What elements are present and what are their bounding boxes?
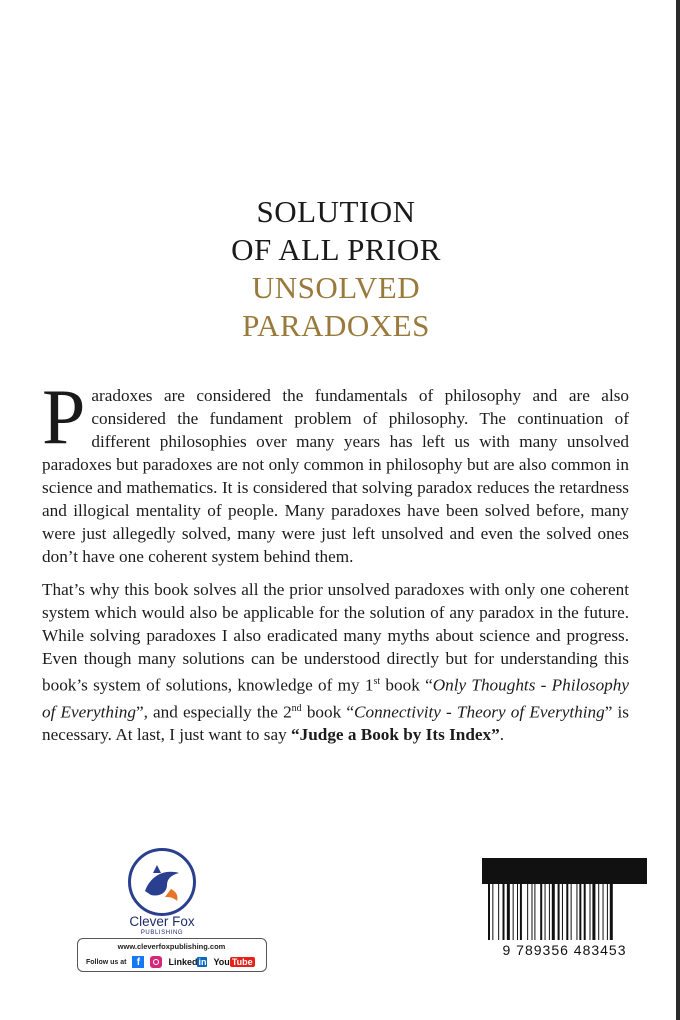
spine-edge <box>676 0 680 1020</box>
social-box <box>77 938 267 972</box>
linkedin-text-b: in <box>198 957 207 967</box>
linkedin-icon[interactable] <box>168 957 207 967</box>
blurb-paragraph-2 <box>42 578 629 746</box>
p2-part2: book “ <box>380 675 433 695</box>
barcode-bar <box>607 884 608 940</box>
p2-part4: book “ <box>301 702 355 722</box>
book-title <box>0 193 672 345</box>
p2-sup1: st <box>373 676 381 687</box>
barcode-bar <box>562 884 563 940</box>
p2-part3: ”, and especially the 2 <box>135 702 292 722</box>
barcode-bar <box>549 884 550 940</box>
blurb-paragraph-1 <box>42 373 629 568</box>
barcode-bar <box>603 884 604 940</box>
p2-end: . <box>499 725 505 745</box>
barcode-bar <box>558 884 560 940</box>
barcode-bar <box>598 884 599 940</box>
barcode-bars <box>482 884 647 942</box>
barcode-bar <box>592 884 595 940</box>
follow-label: Follow us at <box>86 958 127 966</box>
title-line-1: SOLUTION <box>256 194 416 229</box>
instagram-icon[interactable] <box>150 956 162 968</box>
fox-logo-icon <box>128 848 196 916</box>
barcode-bar <box>590 884 591 940</box>
isbn-barcode <box>482 858 647 960</box>
p2-part1: That’s why this book solves all the prior unsolved paradoxes with only one coherent system which would also be applicable for the solution of any paradox in the future. While solving paradoxes I also eradicated many myths about science and progress. Even though many solutions can be understood directly but for understanding this book’s system of solutions, knowledge of my 1 <box>42 580 629 695</box>
title-line-4: PARADOXES <box>242 308 430 343</box>
linkedin-text-a: Linked <box>168 957 198 967</box>
p2-sup2: nd <box>291 702 302 714</box>
website-link[interactable]: www.cleverfoxpublishing.com <box>117 942 226 951</box>
social-row <box>86 955 255 969</box>
barcode-bar <box>610 884 613 940</box>
title-line-2: OF ALL PRIOR <box>231 232 441 267</box>
barcode-price-band <box>482 858 647 884</box>
barcode-bar <box>527 884 528 940</box>
publisher-subtitle: PUBLISHING <box>140 930 184 936</box>
drop-cap: P <box>42 373 86 460</box>
book-1-title: Only Thoughts - Philosophy of Everything <box>42 675 629 722</box>
publisher-name: Clever Fox <box>129 914 195 929</box>
barcode-bar <box>513 884 514 940</box>
isbn-number: 9 789356 483453 <box>502 942 627 958</box>
barcode-bar <box>492 884 493 940</box>
youtube-text-b: Tube <box>231 957 253 967</box>
barcode-bar <box>488 884 490 940</box>
barcode-bar <box>507 884 510 940</box>
title-line-3: UNSOLVED <box>251 270 421 305</box>
p2-part5: ” is necessary. At last, I just want to say <box>42 702 629 745</box>
barcode-bar <box>545 884 546 940</box>
barcode-bar <box>552 884 555 940</box>
facebook-icon[interactable]: f <box>132 956 144 968</box>
fox-icon <box>131 851 193 913</box>
youtube-text-a: You <box>213 957 230 967</box>
barcode-bar <box>566 884 568 940</box>
barcode-bar <box>517 884 518 940</box>
barcode-bar <box>520 884 522 940</box>
youtube-icon[interactable] <box>213 957 254 967</box>
bold-quote: “Judge a Book by Its Index” <box>291 725 500 745</box>
barcode-bar <box>579 884 581 940</box>
book-2-title: Connectivity - Theory of Everything <box>354 702 605 722</box>
paragraph-1-text: aradoxes are considered the fundamentals of philosophy and are also considered the fundament problem of philosophy. The continuation of different philosophies over many years has left us with many unsolved paradoxes but paradoxes are not only common in philosophy but are also common in science and mathematics. It is considered that solving paradox reduces the retardness and illogical mentality of people. Many paradoxes have been solved before, many were just allegedly solved, many were just left unsolved and even the solved ones don’t have one coherent system behind them. <box>42 386 629 566</box>
barcode-bar <box>498 884 499 940</box>
barcode-bar <box>576 884 577 940</box>
barcode-bar <box>571 884 572 940</box>
barcode-bar <box>503 884 505 940</box>
barcode-bar <box>532 884 533 940</box>
barcode-bar <box>584 884 586 940</box>
barcode-bar <box>540 884 542 940</box>
barcode-bar <box>534 884 535 940</box>
